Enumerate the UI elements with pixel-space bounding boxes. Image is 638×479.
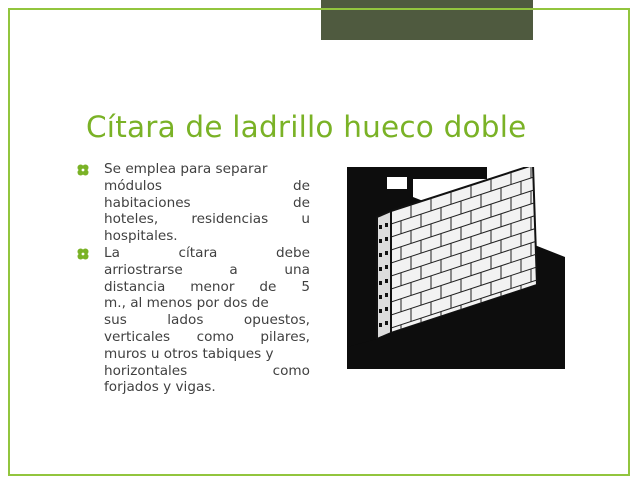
bullet-line: sus lados opuestos, bbox=[104, 312, 310, 329]
bullet-line: distancia menor de 5 bbox=[104, 278, 310, 295]
bullet-list bbox=[76, 161, 310, 396]
bullet-line: módulos de bbox=[104, 177, 310, 194]
bullet-line: La cítara debe bbox=[104, 244, 310, 261]
bullet-line: muros u otros tabiques y bbox=[104, 345, 274, 362]
bullet-line: forjados y vigas. bbox=[104, 379, 216, 396]
bullet-item bbox=[76, 245, 310, 396]
bullet-text bbox=[104, 245, 310, 396]
four-leaf-bullet-icon bbox=[76, 163, 90, 177]
bullet-line: horizontales como bbox=[104, 362, 310, 379]
bullet-line: hospitales. bbox=[104, 228, 178, 245]
bullet-line: m., al menos por dos de bbox=[104, 295, 269, 312]
slide-title: Cítara de ladrillo hueco doble bbox=[86, 110, 527, 144]
brick-wall-drawing bbox=[347, 167, 565, 369]
brick-wall-illustration bbox=[347, 167, 565, 369]
four-leaf-bullet-icon bbox=[76, 247, 90, 261]
bullet-line: hoteles, residencias u bbox=[104, 211, 310, 228]
bullet-line: arriostrarse a una bbox=[104, 261, 310, 278]
bullet-line: Se emplea para separar bbox=[104, 161, 268, 177]
bullet-item bbox=[76, 161, 310, 245]
bullet-line: verticales como pilares, bbox=[104, 328, 310, 345]
bullet-line: habitaciones de bbox=[104, 194, 310, 211]
bullet-text bbox=[104, 161, 310, 245]
